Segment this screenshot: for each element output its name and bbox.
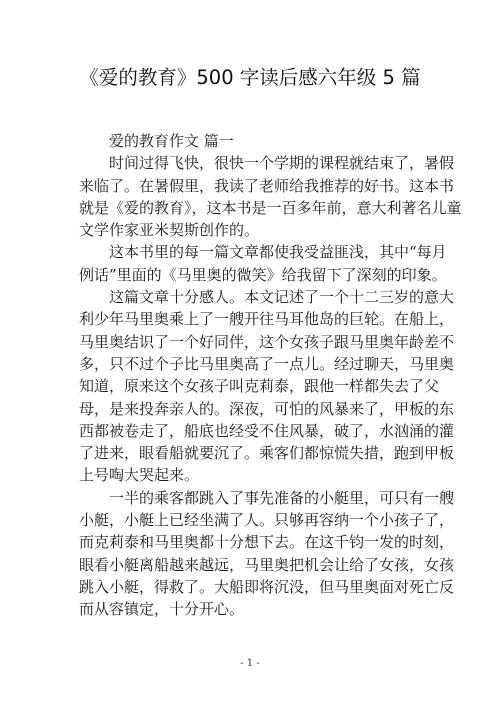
document-title: 《爱的教育》500 字读后感六年级 5 篇 — [79, 66, 421, 89]
document-body — [79, 130, 462, 621]
paragraph-line: 西都被卷走了，船底也经受不住风暴，破了，水汹涌的灌 — [79, 421, 455, 440]
paragraph — [79, 241, 447, 286]
paragraph-line: 这本书里的每一篇文章都使我受益匪浅，其中“每月 — [109, 243, 447, 262]
paragraph-line: 知道，原来这个女孩子叫克莉泰，跟他一样都失去了父 — [79, 377, 440, 396]
paragraph-line: 跳入小艇，得救了。大船即将沉没，但马里奥面对死亡反 — [79, 577, 455, 596]
paragraph-line: 多，只不过个子比马里奥高了一点儿。经过聊天，马里奥 — [79, 354, 455, 373]
paragraph-line: 时间过得飞快，很快一个学期的课程就结束了，暑假 — [109, 154, 455, 173]
paragraph-line: 一半的乘客都跳入了事先准备的小艇里，可只有一艘 — [109, 488, 455, 507]
paragraph-line: 了进来，眼看船就要沉了。乘客们都惊慌失措，跑到甲板 — [79, 444, 455, 463]
paragraph-line: 这篇文章十分感人。本文记述了一个十二三岁的意大 — [109, 288, 455, 307]
paragraph — [79, 152, 462, 241]
paragraph-line: 母，是来投奔亲人的。深夜，可怕的风暴来了，甲板的东 — [79, 399, 455, 418]
section-heading: 爱的教育作文 篇一 — [109, 132, 234, 150]
paragraph-line: 马里奥结识了一个好同伴，这个女孩子跟马里奥年龄差不 — [79, 332, 455, 351]
paragraph-line: 利少年马里奥乘上了一艘开往马耳他岛的巨轮。在船上， — [79, 310, 455, 329]
paragraph-line: 就是《爱的教育》，这本书是一百多年前，意大利著名儿童 — [79, 198, 462, 217]
paragraph-line: 来临了。在暑假里，我读了老师给我推荐的好书。这本书 — [79, 176, 455, 195]
page-number: - 1 - — [240, 658, 260, 669]
paragraph-line: 例话”里面的《马里奥的微笑》给我留下了深刻的印象。 — [79, 265, 447, 284]
paragraph-line: 而从容镇定，十分开心。 — [79, 600, 245, 619]
paragraph-line: 而克莉泰和马里奥都十分想下去。在这千钧一发的时刻， — [79, 533, 455, 552]
paragraph-line: 文学作家亚米契斯创作的。 — [79, 221, 260, 240]
paragraph-line: 眼看小艇离船越来越远，马里奥把机会让给了女孩，女孩 — [79, 555, 455, 574]
paragraph — [79, 487, 455, 621]
paragraph — [79, 286, 455, 487]
paragraph-line: 小艇，小艇上已经坐满了人。只够再容纳一个小孩子了， — [79, 511, 455, 530]
paragraph-line: 上号啕大哭起来。 — [79, 466, 200, 485]
